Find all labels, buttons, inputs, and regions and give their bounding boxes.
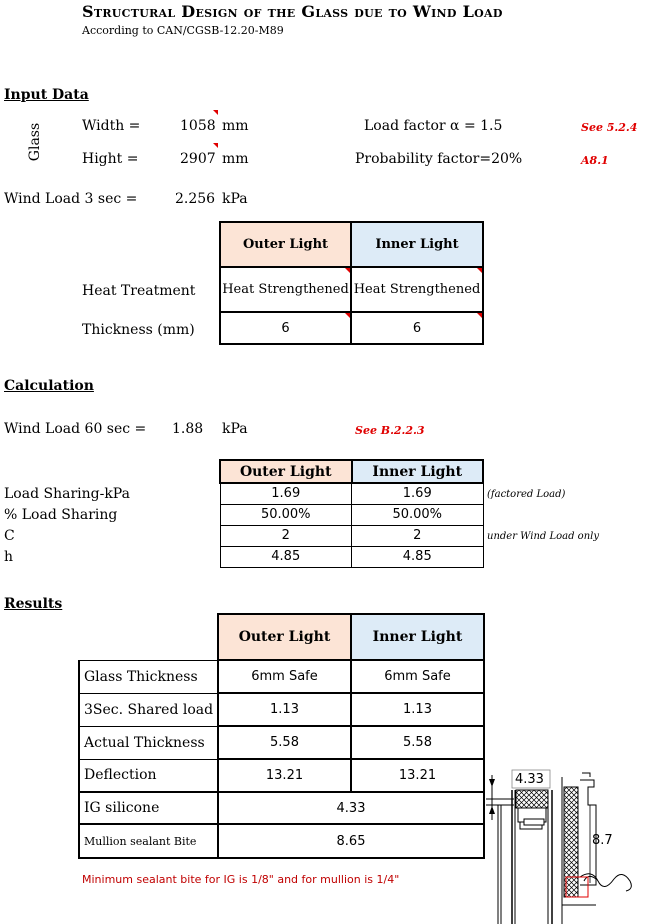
shared-load-inner: 1.13 — [351, 693, 484, 726]
mullion-sealant-label: Mullion sealant Bite — [79, 824, 218, 858]
factored-load-note: (factored Load) — [487, 489, 566, 500]
c-label: C — [4, 528, 15, 544]
load-factor-ref: See 5.2.4 — [581, 121, 638, 134]
heat-treatment-outer[interactable]: Heat Strengthened — [220, 267, 351, 312]
wind-load-60sec-unit: kPa — [222, 421, 248, 437]
width-label: Width = — [82, 118, 141, 134]
c-inner: 2 — [352, 525, 484, 546]
pct-load-sharing-inner: 50.00% — [352, 504, 484, 525]
wind-load-3sec-label: Wind Load 3 sec = — [4, 191, 138, 207]
mullion-sealant-value: 8.65 — [218, 824, 484, 858]
hight-label: Hight = — [82, 151, 139, 167]
pct-load-sharing-outer: 50.00% — [220, 504, 352, 525]
width-unit: mm — [222, 118, 249, 134]
h-outer: 4.85 — [220, 546, 352, 567]
deflection-outer: 13.21 — [218, 759, 351, 792]
section-results: Results — [4, 596, 63, 612]
h-inner: 4.85 — [352, 546, 484, 567]
h-label: h — [4, 549, 14, 565]
probability-factor: Probability factor=20% — [355, 151, 523, 167]
glass-label: Glass — [27, 122, 44, 162]
ig-silicone-label: IG silicone — [79, 792, 218, 824]
probability-ref: A8.1 — [581, 154, 609, 167]
shared-load-outer: 1.13 — [218, 693, 351, 726]
page-title: Structural Design of the Glass due to Wind Load — [82, 2, 503, 21]
actual-thickness-label: Actual Thickness — [79, 726, 218, 759]
load-sharing-label: Load Sharing-kPa — [4, 486, 130, 502]
calculation-table — [219, 459, 484, 568]
wind-load-60sec-label: Wind Load 60 sec = — [4, 421, 147, 437]
wind-load-60sec-value: 1.88 — [172, 421, 204, 437]
thickness-inner[interactable]: 6 — [351, 312, 483, 344]
heat-treatment-label: Heat Treatment — [82, 283, 196, 299]
c-outer: 2 — [220, 525, 352, 546]
wind-load-60sec-ref: See B.2.2.3 — [355, 424, 425, 437]
load-factor: Load factor α = 1.5 — [364, 118, 503, 134]
deflection-label: Deflection — [79, 759, 218, 792]
wind-load-3sec-unit: kPa — [222, 191, 248, 207]
header-outer-light: Outer Light — [220, 222, 351, 267]
header-inner-light: Inner Light — [351, 222, 483, 267]
results-header-inner: Inner Light — [351, 614, 484, 660]
sealant-detail-drawing — [484, 765, 644, 924]
pct-load-sharing-label: % Load Sharing — [4, 507, 118, 523]
sealant-footnote: Minimum sealant bite for IG is 1/8" and for mullion is 1/4" — [82, 873, 400, 886]
thickness-label: Thickness (mm) — [82, 322, 195, 338]
glass-thickness-outer: 6mm Safe — [218, 660, 351, 693]
hight-unit: mm — [222, 151, 249, 167]
results-table — [78, 613, 485, 859]
actual-thickness-outer: 5.58 — [218, 726, 351, 759]
dimension-mullion-label: 8.7 — [592, 833, 613, 848]
section-calculation: Calculation — [4, 378, 94, 394]
heat-treatment-inner[interactable]: Heat Strengthened — [351, 267, 483, 312]
load-sharing-outer: 1.69 — [220, 483, 352, 504]
shared-load-label: 3Sec. Shared load — [79, 693, 218, 726]
comment-marker — [213, 110, 218, 115]
glass-properties-table — [219, 221, 484, 345]
dimension-ig-label: 4.33 — [515, 772, 544, 787]
glass-thickness-label: Glass Thickness — [79, 660, 218, 693]
wind-load-3sec-value[interactable]: 2.256 — [175, 191, 216, 207]
results-header-outer: Outer Light — [218, 614, 351, 660]
calc-header-outer: Outer Light — [220, 460, 352, 483]
page-subtitle: According to CAN/CGSB-12.20-M89 — [82, 24, 284, 37]
ig-silicone-value: 4.33 — [218, 792, 484, 824]
glass-thickness-inner: 6mm Safe — [351, 660, 484, 693]
width-value[interactable]: 1058 — [180, 118, 216, 134]
hight-value[interactable]: 2907 — [180, 151, 216, 167]
load-sharing-inner: 1.69 — [352, 483, 484, 504]
wind-load-only-note: under Wind Load only — [487, 531, 599, 542]
calc-header-inner: Inner Light — [352, 460, 484, 483]
section-input-data: Input Data — [4, 87, 89, 103]
deflection-inner: 13.21 — [351, 759, 484, 792]
thickness-outer[interactable]: 6 — [220, 312, 351, 344]
actual-thickness-inner: 5.58 — [351, 726, 484, 759]
comment-marker — [213, 143, 218, 148]
